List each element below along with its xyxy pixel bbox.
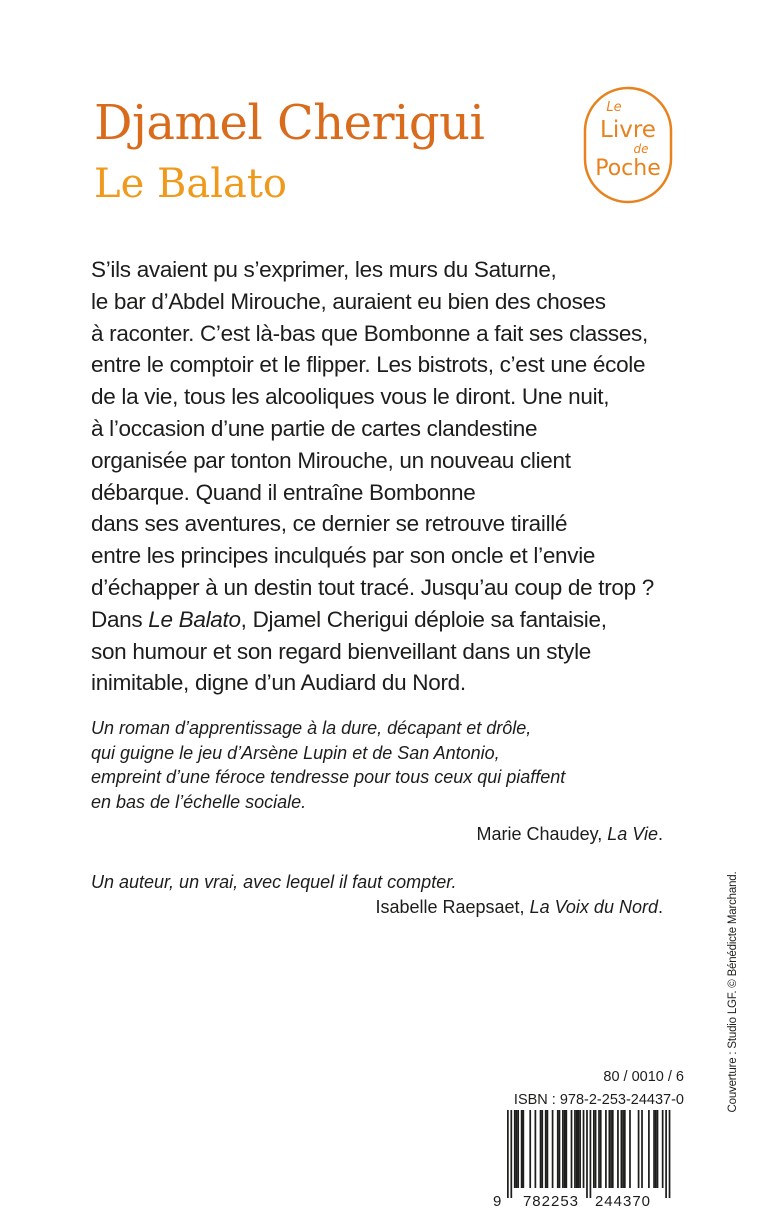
blurb-line: de la vie, tous les alcooliques vous le diront. Une nuit, [91,384,610,410]
quote-line: qui guigne le jeu d’Arsène Lupin et de San Antonio, [91,742,500,763]
blurb-line: organisée par tonton Mirouche, un nouveau client [91,447,571,473]
svg-text:Le: Le [606,100,622,115]
barcode-bar [622,1110,624,1188]
barcode-bar [600,1110,602,1188]
quote-attribution: Marie Chaudey, La Vie. [476,824,663,845]
blurb-line: entre les principes inculqués par son oncle et l’envie [91,543,596,569]
barcode-bar [638,1110,640,1188]
barcode-bar [583,1110,585,1188]
barcode-bar [624,1110,626,1188]
cover-credit: Couverture : Studio LGF. © Bénédicte Marchand. [727,871,739,1113]
barcode-bar [574,1110,576,1188]
barcode-bar [559,1110,561,1188]
barcode-bar [605,1110,607,1188]
barcode-bar [621,1110,623,1188]
barcode-bar [595,1110,597,1188]
barcode-bar [641,1110,643,1188]
barcode-bar [545,1110,547,1188]
press-quote-la-voix-du-nord [91,870,663,919]
blurb-line: inimitable, digne d’un Audiard du Nord. [91,670,466,696]
barcode-bar [547,1110,549,1188]
blurb-line: Dans Le Balato, Djamel Cherigui déploie sa fantaisie, [91,606,607,632]
barcode-bar [565,1110,567,1188]
blurb-line: à l’occasion d’une partie de cartes clandestine [91,415,538,441]
svg-text:Livre: Livre [600,117,656,143]
barcode-bar [653,1110,655,1188]
quote-line: en bas de l’échelle sociale. [91,791,307,812]
barcode-bar [522,1110,524,1188]
barcode-bar [590,1110,592,1198]
barcode-right-digits: 244370 [594,1193,652,1210]
barcode-bar [562,1110,564,1188]
quote-line: Un roman d’apprentissage à la dure, décapant et drôle, [91,718,532,738]
barcode-bar [540,1110,542,1188]
barcode-bar [529,1110,531,1188]
barcode-bar [514,1110,516,1188]
book-title: Le Balato [94,161,287,207]
barcode-bar [629,1110,631,1188]
barcode-bar [557,1110,559,1188]
price-code: 80 / 0010 / 6 [603,1069,684,1085]
barcode-left-digits: 782253 [522,1193,580,1210]
barcode-bar [576,1110,578,1188]
barcode-bar [598,1110,600,1188]
barcode-bar [665,1110,667,1198]
barcode-bar [521,1110,523,1188]
barcode-bar [662,1110,664,1188]
barcode-bar [516,1110,518,1188]
quote-attribution: Isabelle Raepsaet, La Voix du Nord. [375,896,663,917]
barcode-bar [552,1110,554,1188]
barcode-bar [612,1110,614,1188]
barcode-bar [535,1110,537,1188]
press-quote-la-vie [91,716,663,847]
quote-line: empreint d’une féroce tendresse pour tous ceux qui piaffent [91,767,566,788]
barcode-bar [541,1110,543,1188]
barcode-bar [669,1110,671,1198]
barcode-bar [507,1110,509,1198]
barcode-bar [593,1110,595,1188]
barcode-bar [571,1110,573,1188]
quote-line: Un auteur, un vrai, avec lequel il faut compter. [91,872,457,892]
svg-text:Poche: Poche [595,156,661,181]
barcode-bar [648,1110,650,1188]
blurb-line: débarque. Quand il entraîne Bombonne [91,479,476,505]
barcode-bar [657,1110,659,1188]
blurb-line: entre le comptoir et le flipper. Les bistrots, c’est une école [91,352,646,378]
barcode-bar [610,1110,612,1188]
blurb-line: S’ils avaient pu s’exprimer, les murs du Saturne, [91,257,557,282]
blurb-line: dans ses aventures, ce dernier se retrouve tiraillé [91,511,568,537]
barcode-bars [507,1110,670,1198]
barcode-bar [655,1110,657,1188]
barcode-bar [617,1110,619,1188]
isbn: ISBN : 978-2-253-24437-0 [513,1092,684,1108]
svg-text:de: de [633,142,649,156]
back-cover-blurb [91,254,671,699]
isbn-barcode [489,1110,679,1210]
blurb-line: d’échapper à un destin tout tracé. Jusqu’au coup de trop ? [91,574,654,600]
book-author: Djamel Cherigui [94,95,485,151]
blurb-line: le bar d’Abdel Mirouche, auraient eu bien des choses [91,288,606,314]
barcode-bar [586,1110,588,1198]
barcode-first-digit: 9 [493,1193,502,1210]
barcode-bar [578,1110,580,1188]
blurb-line: son humour et son regard bienveillant dans un style [91,638,592,664]
barcode-bar [517,1110,519,1188]
barcode-bar [608,1110,610,1188]
blurb-line: à raconter. C’est là-bas que Bombonne a fait ses classes, [91,320,648,346]
barcode-bar [579,1110,581,1188]
barcode-bar [564,1110,566,1188]
barcode-bar [510,1110,512,1198]
le-livre-de-poche-logo-icon [583,86,673,204]
